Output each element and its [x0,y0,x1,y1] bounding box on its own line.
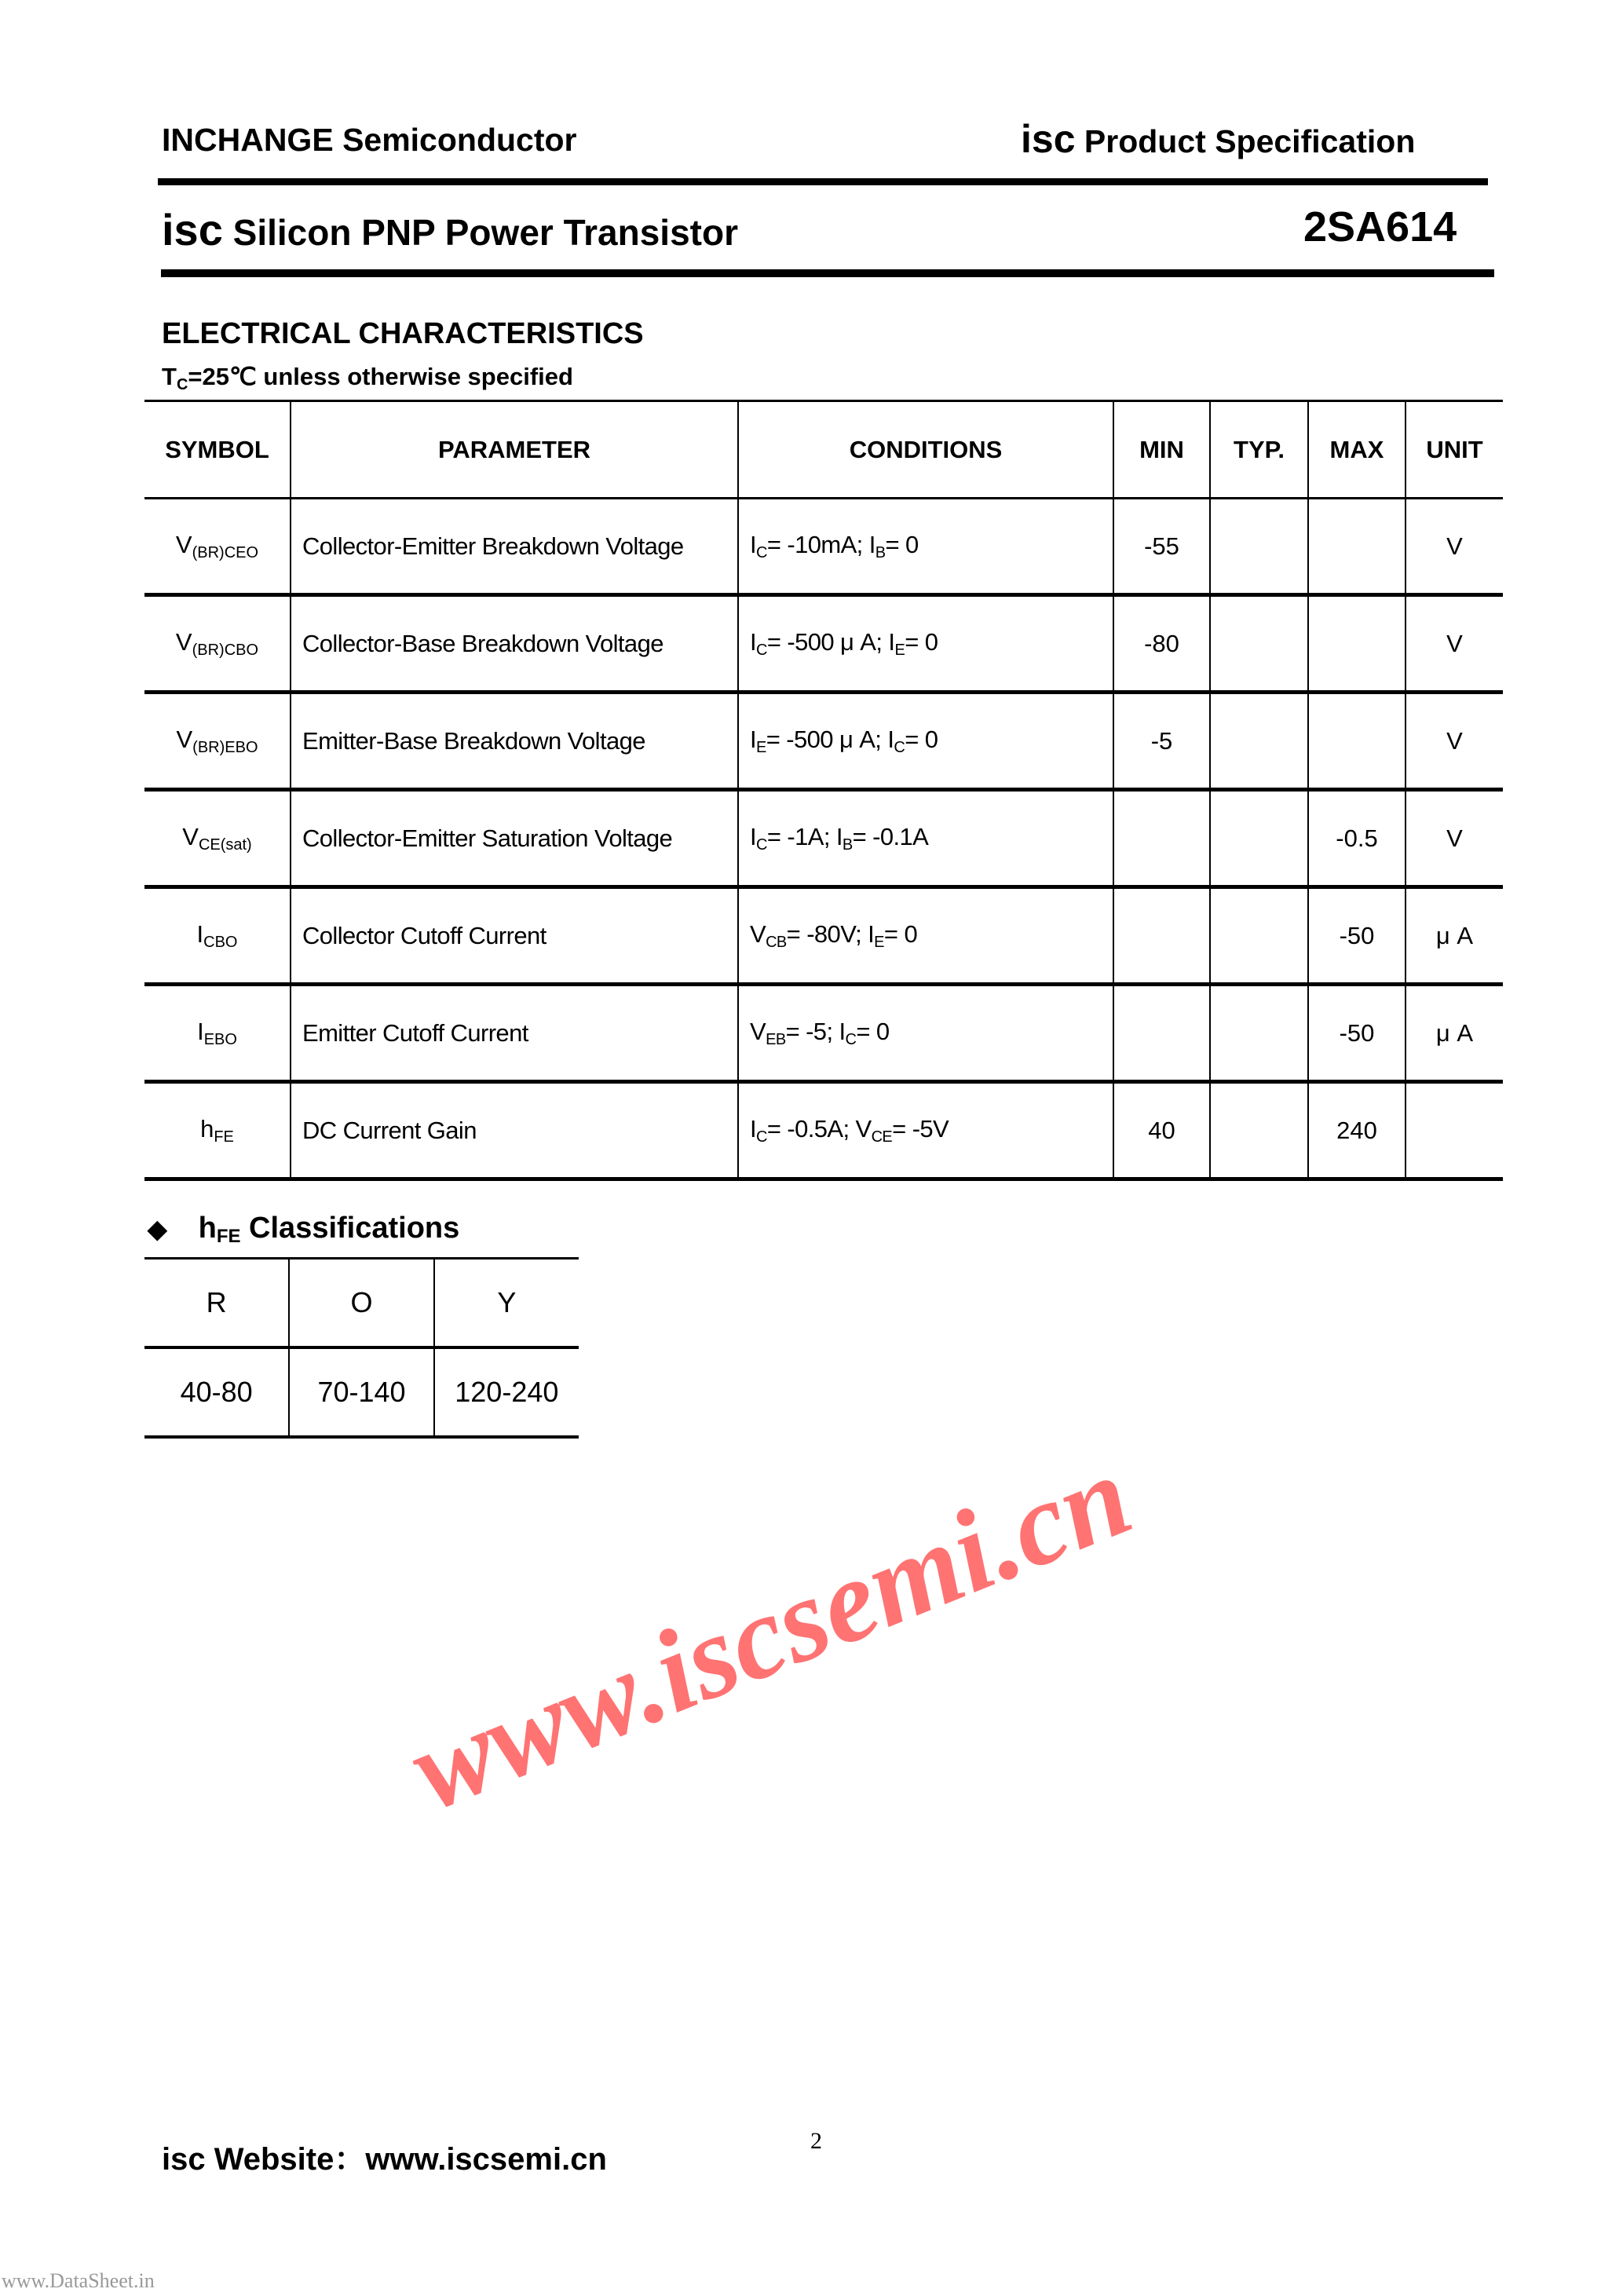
cond-t: T [162,363,177,390]
table-row [144,887,1503,985]
source-watermark: www.DataSheet.in [2,2269,155,2292]
column-header: UNIT [1406,401,1503,499]
parameter-cell: Collector-Emitter Saturation Voltage [291,790,738,887]
diamond-bullet-icon: ◆ [148,1215,167,1243]
conditions-cell: $I_C= -1A$; $I_B= -0.1A$ [738,790,1113,887]
classification-title: Classifications [240,1212,460,1245]
test-condition-note [162,363,573,394]
unit-cell: V [1406,693,1503,790]
max-cell: 240 [1308,1082,1406,1179]
typ-cell [1210,595,1308,693]
table-row [144,693,1503,790]
column-header: MAX [1308,401,1406,499]
part-number: 2SA614 [1303,203,1457,250]
isc-logo-text: isc [162,205,223,254]
parameter-cell: Emitter Cutoff Current [291,985,738,1082]
min-cell: -55 [1113,499,1210,595]
symbol-cell: $V_{(BR)CEO}$ [144,499,291,595]
min-cell [1113,985,1210,1082]
section-title: ELECTRICAL CHARACTERISTICS [162,317,644,350]
unit-cell: V [1406,499,1503,595]
symbol-cell: $V_{(BR)CBO}$ [144,595,291,693]
typ-cell [1210,693,1308,790]
spec-label [1021,116,1415,162]
range-row [144,1347,579,1437]
unit-cell: V [1406,790,1503,887]
parameter-cell: Emitter-Base Breakdown Voltage [291,693,738,790]
min-cell: 40 [1113,1082,1210,1179]
range-cell: 70-140 [289,1347,433,1437]
typ-cell [1210,985,1308,1082]
max-cell [1308,499,1406,595]
unit-cell [1406,1082,1503,1179]
max-cell: -50 [1308,985,1406,1082]
max-cell [1308,595,1406,693]
max-cell [1308,693,1406,790]
unit-cell: V [1406,595,1503,693]
min-cell: -5 [1113,693,1210,790]
classification-heading [148,1211,459,1254]
footer-website: isc Website：www.iscsemi.cn [162,2142,607,2177]
typ-cell [1210,887,1308,985]
column-header: CONDITIONS [738,401,1113,499]
parameter-cell: Collector-Base Breakdown Voltage [291,595,738,693]
max-cell: -0.5 [1308,790,1406,887]
conditions-cell: $I_E= -500$ μ A; $I_C= 0$ [738,693,1113,790]
max-cell: -50 [1308,887,1406,985]
symbol-cell: $V_{(BR)EBO}$ [144,693,291,790]
watermark: www.iscsemi.cn [393,1429,1148,1836]
column-header: PARAMETER [291,401,738,499]
title-rule [161,269,1494,277]
min-cell [1113,790,1210,887]
table-row [144,985,1503,1082]
document-title [162,204,738,255]
unit-cell: μ A [1406,887,1503,985]
parameter-cell: Collector-Emitter Breakdown Voltage [291,499,738,595]
min-cell: -80 [1113,595,1210,693]
table-header-row [144,401,1503,499]
conditions-cell: $I_C= -0.5A$; $V_{CE}= -5V$ [738,1082,1113,1179]
parameter-cell: DC Current Gain [291,1082,738,1179]
range-cell: 40-80 [144,1347,289,1437]
title-text: Silicon PNP Power Transistor [222,212,738,253]
rank-cell: R [144,1259,289,1348]
conditions-cell: $V_{CB}= -80V$; $I_E= 0$ [738,887,1113,985]
rank-cell: O [289,1259,433,1348]
hfe-sub: FE [216,1226,241,1247]
header-rule [158,178,1488,185]
column-header: TYP. [1210,401,1308,499]
column-header: MIN [1113,401,1210,499]
isc-logo-text: isc [1021,117,1076,161]
page-number: 2 [810,2128,822,2154]
table-row [144,499,1503,595]
range-cell: 120-240 [434,1347,579,1437]
rank-row [144,1259,579,1348]
typ-cell [1210,499,1308,595]
symbol-cell: $I_{CBO}$ [144,887,291,985]
rank-cell: Y [434,1259,579,1348]
table-row [144,595,1503,693]
typ-cell [1210,1082,1308,1179]
symbol-cell: $h_{FE}$ [144,1082,291,1179]
typ-cell [1210,790,1308,887]
spec-label-text: Product Specification [1075,123,1416,159]
hfe-symbol: h [198,1212,217,1245]
conditions-cell: $I_C= -500$ μ A; $I_E= 0$ [738,595,1113,693]
hfe-classification-table [144,1257,579,1439]
conditions-cell: $I_C= -10mA$; $I_B= 0$ [738,499,1113,595]
unit-cell: μ A [1406,985,1503,1082]
conditions-cell: $V_{EB}= -5$; $I_C= 0$ [738,985,1113,1082]
cond-rest: =25℃ unless otherwise specified [188,363,573,390]
symbol-cell: $I_{EBO}$ [144,985,291,1082]
electrical-characteristics-table [144,400,1503,1181]
min-cell [1113,887,1210,985]
symbol-cell: $V_{CE(sat)}$ [144,790,291,887]
parameter-cell: Collector Cutoff Current [291,887,738,985]
table-row [144,790,1503,887]
table-row [144,1082,1503,1179]
company-name: INCHANGE Semiconductor [162,122,577,158]
column-header: SYMBOL [144,401,291,499]
cond-sub: C [176,376,188,393]
